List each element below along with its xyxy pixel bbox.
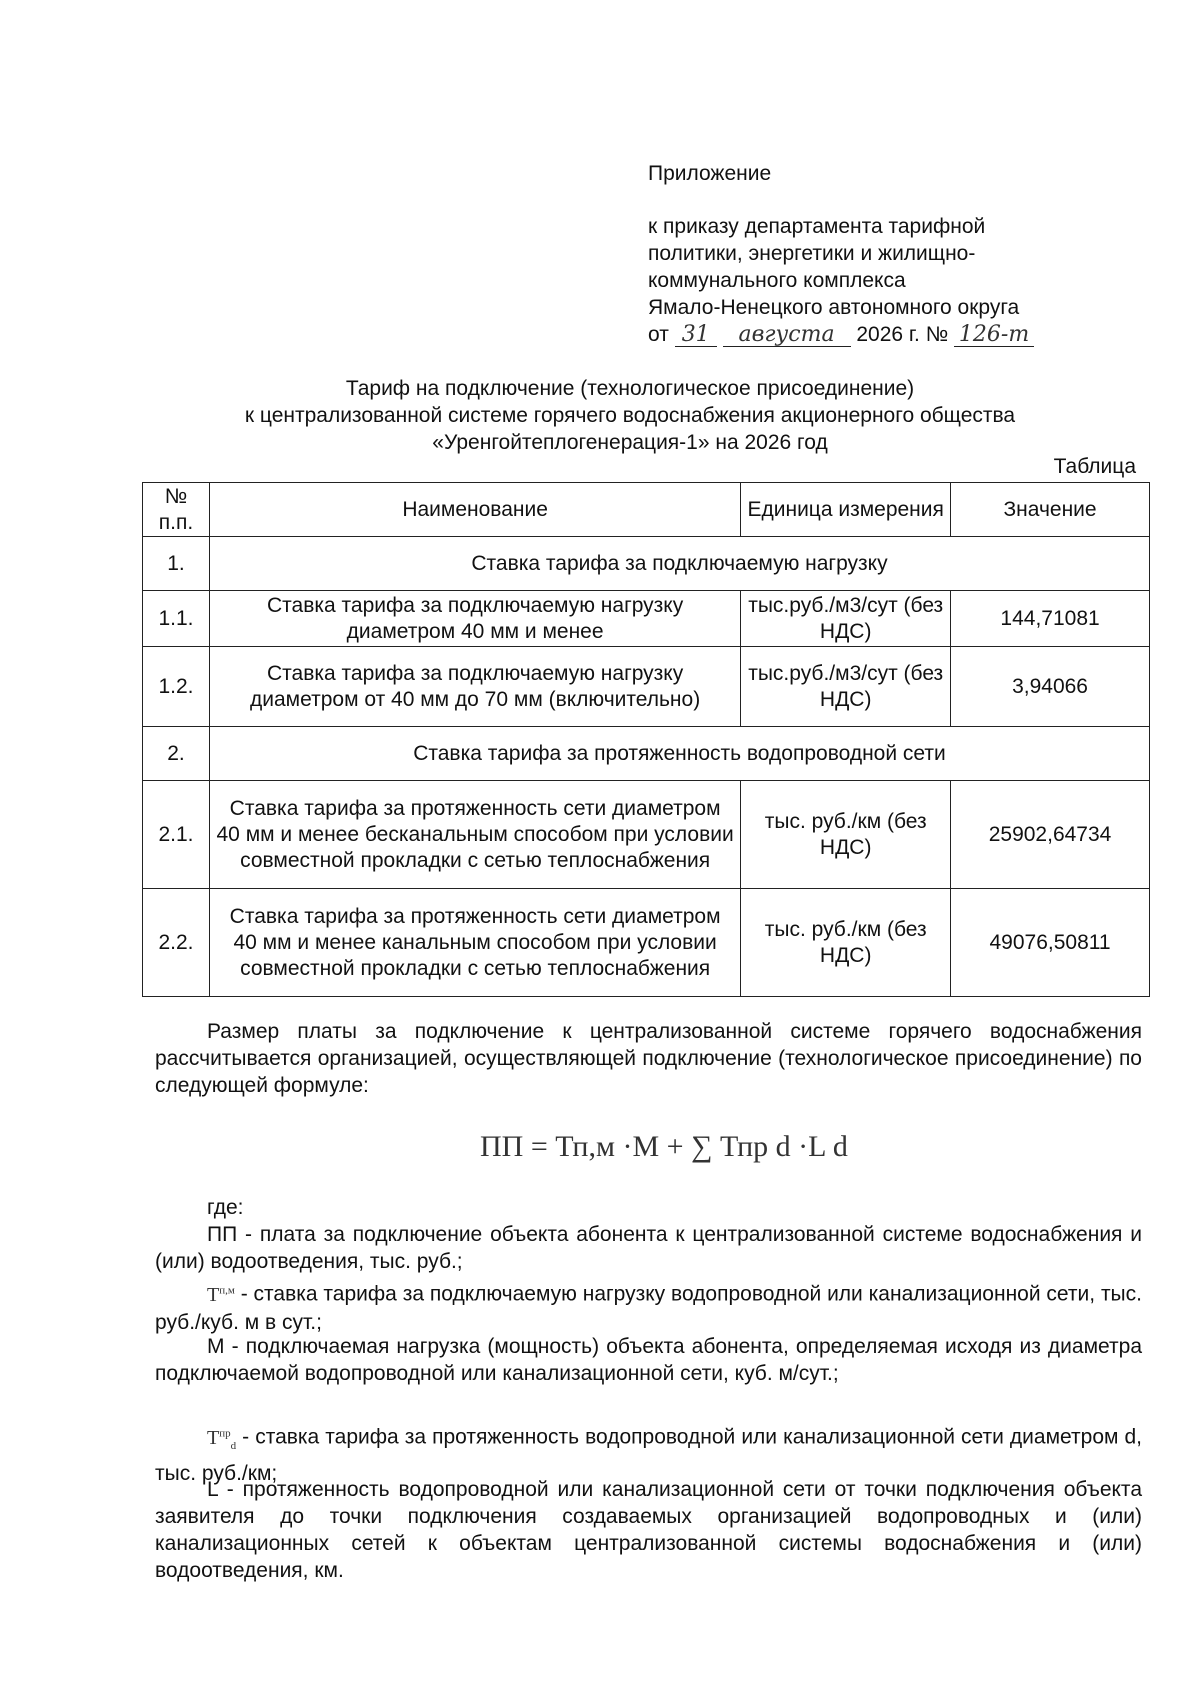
intro-paragraph: Размер платы за подключение к централизованной системе горячего водоснабжения рассчитывается организацией, осуществляющей подключение (технологическое присоединение) по следующей формуле: xyxy=(155,1020,1142,1097)
row-value: 25902,64734 xyxy=(951,781,1150,889)
table-row xyxy=(143,889,1150,997)
row-value: 3,94066 xyxy=(951,647,1150,727)
row-num: 1.1. xyxy=(143,591,210,647)
date-day-handwritten: 31 xyxy=(675,324,717,347)
table-row xyxy=(143,647,1150,727)
date-month-handwritten: августа xyxy=(723,324,851,347)
header-unit: Единица измерения xyxy=(741,483,951,537)
title-line-3: «Уренгойтеплогенерация-1» на 2026 год xyxy=(432,431,828,454)
header-num: № п.п. xyxy=(143,483,210,537)
row-num: 2.1. xyxy=(143,781,210,889)
table-row xyxy=(143,591,1150,647)
row-num: 2. xyxy=(143,727,210,781)
row-num: 1.2. xyxy=(143,647,210,727)
title-line-1: Тариф на подключение (технологическое присоединение) xyxy=(345,377,915,400)
row-name: Ставка тарифа за подключаемую нагрузку диаметром от 40 мм до 70 мм (включительно) xyxy=(209,647,740,727)
definition-tpm-block xyxy=(155,1277,1142,1336)
row-name: Ставка тарифа за протяженность водопроводной сети xyxy=(209,727,1149,781)
definition-tpm: - ставка тарифа за подключаемую нагрузку водопроводной или канализационной сети, тыс. руб./куб. м в сут.; xyxy=(155,1282,1142,1334)
table-row-section-1 xyxy=(143,537,1150,591)
symbol-t-pr: $Т^{пр}_d$ xyxy=(207,1426,237,1452)
row-unit: тыс.руб./м3/сут (без НДС) xyxy=(741,591,951,647)
order-date-line xyxy=(648,321,1034,348)
row-num: 1. xyxy=(143,537,210,591)
title-line-2: к централизованной системе горячего водоснабжения акционерного общества xyxy=(244,404,1016,427)
order-number-handwritten: 126-т xyxy=(954,324,1034,347)
row-name: Ставка тарифа за подключаемую нагрузку диаметром 40 мм и менее xyxy=(209,591,740,647)
table-row-section-2 xyxy=(143,727,1150,781)
definition-tpr: - ставка тарифа за протяженность водопроводной или канализационной сети диаметром d, тыс. руб./км; xyxy=(155,1425,1142,1485)
table-header-row xyxy=(143,483,1150,537)
row-num: 2.2. xyxy=(143,889,210,997)
row-value: 49076,50811 xyxy=(951,889,1150,997)
row-unit: тыс.руб./м3/сут (без НДС) xyxy=(741,647,951,727)
row-unit: тыс. руб./км (без НДС) xyxy=(741,781,951,889)
row-name: Ставка тарифа за протяженность сети диаметром 40 мм и менее бесканальным способом при условии совместной прокладки с сетью теплоснабжения xyxy=(209,781,740,889)
date-year: 2026 г. № xyxy=(856,323,949,346)
appendix-line-1: к приказу департамента тарифной xyxy=(648,215,986,238)
definition-l: L - протяженность водопроводной или канализационной сети от точки подключения объекта заявителя до точки подключения создаваемых организацией водопроводных и (или) канализационных сетей к объектам централизованной системы водоснабжения и (или) водоотведения, км. xyxy=(155,1478,1142,1582)
symbol-t-pm: $Т^{п,м}$ xyxy=(207,1283,235,1306)
header-name: Наименование xyxy=(209,483,740,537)
definition-m: М - подключаемая нагрузка (мощность) объекта абонента, определяемая исходя из диаметра подключаемой водопроводной или канализационной сети, куб. м/сут.; xyxy=(155,1335,1142,1385)
payment-formula: ПП = Тп,м ·М + ∑ Тпр d ·L d xyxy=(480,1130,848,1163)
appendix-line-4: Ямало-Ненецкого автономного округа xyxy=(648,296,1020,319)
row-name: Ставка тарифа за протяженность сети диаметром 40 мм и менее канальным способом при условии совместной прокладки с сетью теплоснабжения xyxy=(209,889,740,997)
definition-pp: ПП - плата за подключение объекта абонента к централизованной системе водоснабжения и (или) водоотведения, тыс. руб.; xyxy=(155,1223,1142,1273)
tariff-table xyxy=(142,482,1150,997)
table-caption: Таблица xyxy=(1053,455,1136,478)
where-label: где: xyxy=(207,1196,244,1219)
appendix-line-3: коммунального комплекса xyxy=(648,269,906,292)
table-row xyxy=(143,781,1150,889)
row-value: 144,71081 xyxy=(951,591,1150,647)
row-unit: тыс. руб./км (без НДС) xyxy=(741,889,951,997)
appendix-label: Приложение xyxy=(648,162,772,185)
row-name: Ставка тарифа за подключаемую нагрузку xyxy=(209,537,1149,591)
date-prefix: от xyxy=(648,323,669,346)
header-value: Значение xyxy=(951,483,1150,537)
appendix-line-2: политики, энергетики и жилищно- xyxy=(648,242,976,265)
